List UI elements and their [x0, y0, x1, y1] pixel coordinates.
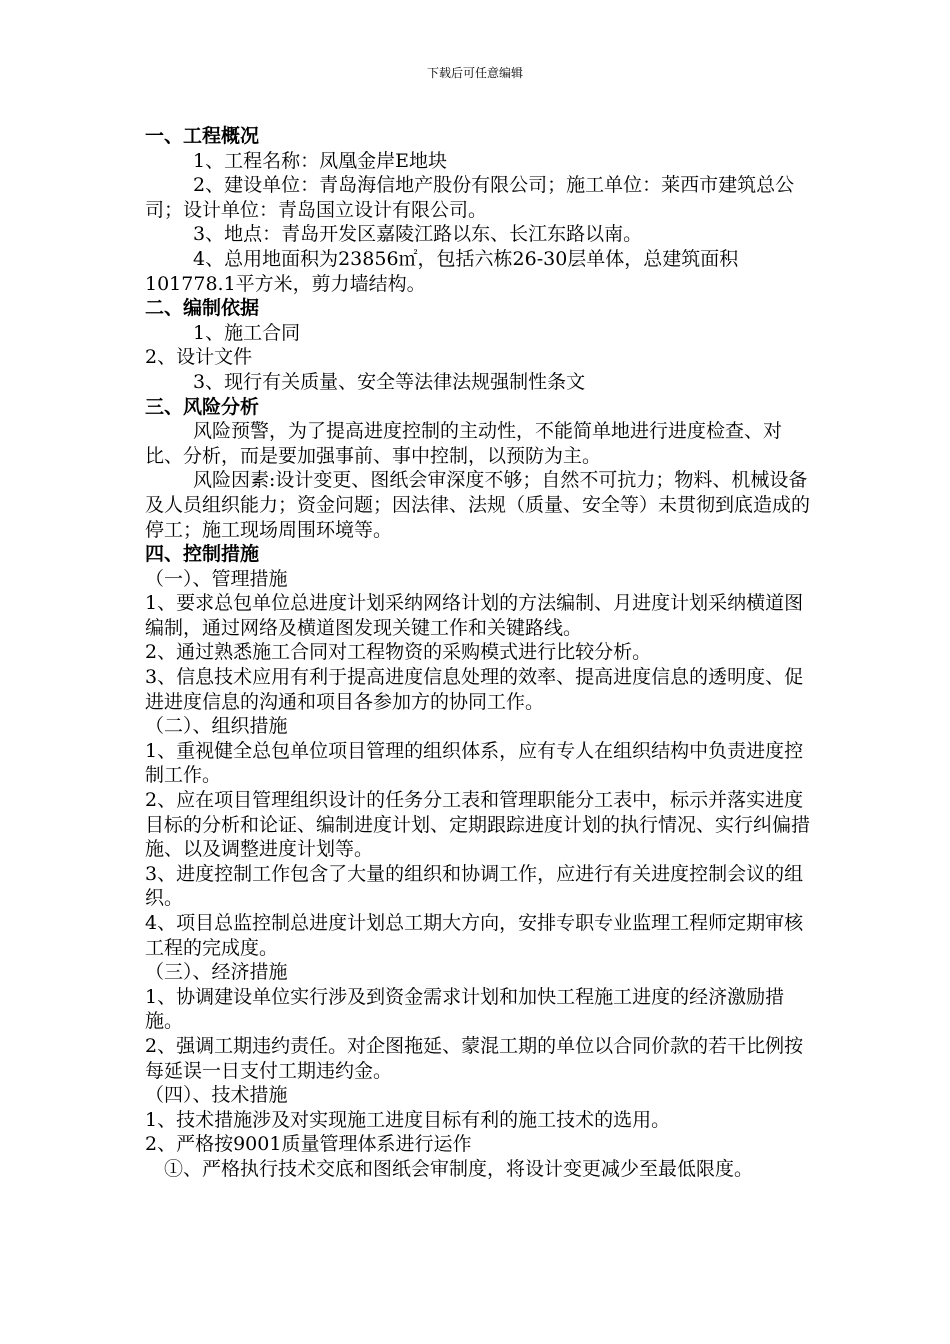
paragraph: 3、信息技术应用有利于提高进度信息处理的效率、提高进度信息的透明度、促进进度信息的沟通和项目各参加方的协同工作。 [145, 666, 804, 713]
paragraph: 3、地点：青岛开发区嘉陵江路以东、长江东路以南。 [193, 223, 643, 246]
paragraph: 风险预警，为了提高进度控制的主动性，不能简单地进行进度检查、对比、分析，而是要加强事前、事中控制，以预防为主。 [145, 420, 783, 467]
paragraph: 1、重视健全总包单位项目管理的组织体系，应有专人在组织结构中负责进度控制工作。 [145, 739, 804, 787]
subsection-heading-economic: （三）、经济措施 [145, 961, 288, 984]
paragraph: 2、建设单位：青岛海信地产股份有限公司；施工单位：莱西市建筑总公司；设计单位：青岛国立设计有限公司。 [145, 174, 795, 221]
page-header-note: 下载后可任意编辑 [426, 66, 523, 80]
paragraph: 4、总用地面积为23856㎡，包括六栋26-30层单体，总建筑面积101778.1平方米，剪力墙结构。 [145, 247, 739, 295]
paragraph: 3、现行有关质量、安全等法律法规强制性条文 [193, 370, 586, 393]
paragraph: 4、项目总监控制总进度计划总工期大方向，安排专职专业监理工程师定期审核工程的完成度。 [145, 912, 804, 959]
paragraph: 2、强调工期违约责任。对企图拖延、蒙混工期的单位以合同价款的若干比例按每延误一日支付工期违约金。 [145, 1034, 804, 1082]
section-heading-risk: 三、风险分析 [145, 395, 260, 418]
section-heading-measures: 四、控制措施 [145, 543, 260, 566]
paragraph: 1、技术措施涉及对实现施工进度目标有利的施工技术的选用。 [145, 1108, 671, 1131]
paragraph: 1、施工合同 [193, 321, 301, 344]
paragraph: 2、严格按9001质量管理体系进行运作 [145, 1133, 472, 1156]
document-body [145, 124, 815, 1182]
subsection-heading-technical: （四）、技术措施 [145, 1084, 288, 1107]
paragraph: 2、设计文件 [145, 346, 253, 369]
paragraph: 3、进度控制工作包含了大量的组织和协调工作，应进行有关进度控制会议的组织。 [145, 862, 804, 910]
subsection-heading-management: （一）、管理措施 [145, 567, 288, 590]
subsection-heading-organization: （二）、组织措施 [145, 715, 288, 738]
paragraph: 1、要求总包单位总进度计划采纳网络计划的方法编制、月进度计划采纳横道图编制，通过网络及横道图发现关键工作和关键路线。 [145, 592, 804, 639]
paragraph: ①、严格执行技术交底和图纸会审制度，将设计变更减少至最低限度。 [164, 1157, 754, 1180]
section-heading-overview: 一、工程概况 [145, 125, 260, 147]
paragraph: 1、协调建设单位实行涉及到资金需求计划和加快工程施工进度的经济激励措施。 [145, 985, 785, 1033]
paragraph: 2、通过熟悉施工合同对工程物资的采购模式进行比较分析。 [145, 641, 652, 664]
paragraph: 风险因素:设计变更、图纸会审深度不够；自然不可抗力；物料、机械设备及人员组织能力；资金问题；因法律、法规（质量、安全等）未贯彻到底造成的停工；施工现场周围环境等。 [145, 469, 811, 541]
paragraph: 2、应在项目管理组织设计的任务分工表和管理职能分工表中，标示并落实进度目标的分析和论证、编制进度计划、定期跟踪进度计划的执行情况、实行纠偏措施、以及调整进度计划等。 [145, 789, 811, 861]
paragraph: 1、工程名称：凤凰金岸E地块 [193, 149, 447, 172]
section-heading-basis: 二、编制依据 [145, 297, 260, 320]
